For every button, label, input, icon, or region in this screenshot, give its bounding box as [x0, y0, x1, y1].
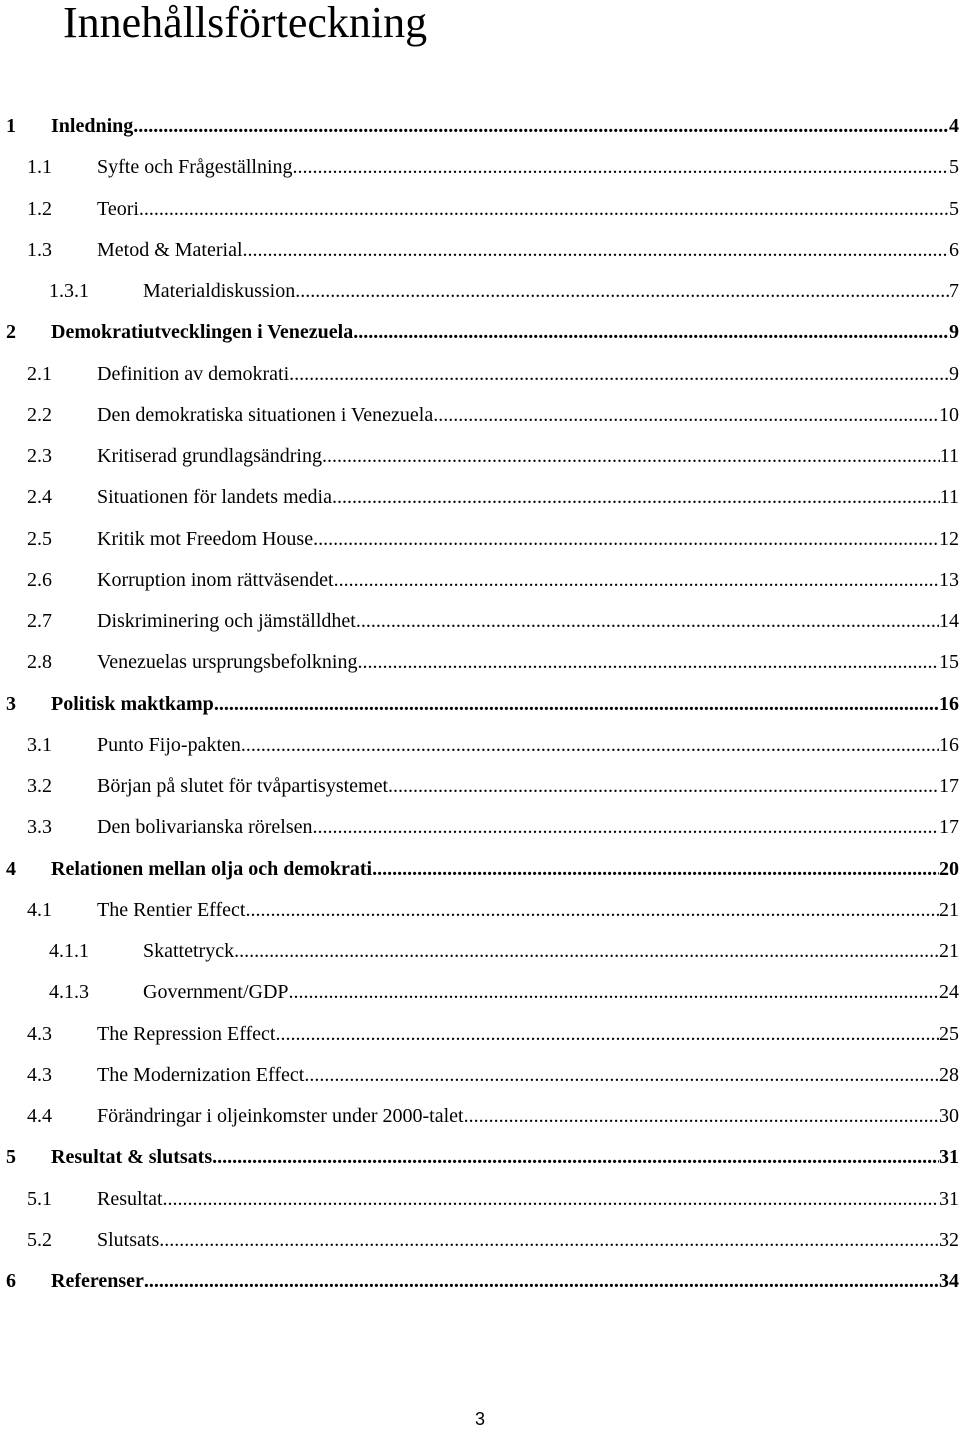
dot-leader: [358, 647, 940, 677]
dot-leader: [241, 730, 939, 760]
dot-leader: [295, 276, 949, 306]
toc-entry[interactable]: [0, 194, 960, 224]
toc-entry-number: 6: [6, 1270, 16, 1292]
toc-entry-page: 9: [949, 321, 959, 344]
toc-entry-line: [97, 606, 959, 636]
dot-leader: [214, 689, 939, 719]
toc-entry[interactable]: [0, 812, 960, 842]
toc-entry-line: [97, 1019, 959, 1049]
dot-leader: [464, 1101, 939, 1131]
toc-entry-page: 16: [939, 733, 959, 756]
toc-entry-title: Referenser: [51, 1270, 144, 1292]
toc-entry-number: 4.4: [27, 1105, 52, 1127]
toc-entry-number: 2.5: [27, 527, 52, 550]
toc-entry[interactable]: [0, 977, 960, 1007]
dot-leader: [313, 524, 939, 554]
toc-entry-line: [97, 812, 959, 842]
toc-entry-page: 6: [949, 238, 959, 261]
toc-entry-title: Resultat: [97, 1187, 163, 1210]
toc-entry-page: 16: [939, 692, 959, 715]
toc-entry-page: 25: [939, 1022, 959, 1045]
dot-leader: [293, 152, 949, 182]
toc-entry[interactable]: [0, 276, 960, 306]
toc-entry-number: 3.2: [27, 775, 52, 797]
toc-entry[interactable]: [0, 936, 960, 966]
toc-entry-line: [97, 647, 959, 677]
toc-entry-title: Punto Fijo-pakten: [97, 733, 241, 756]
toc-entry-number: 2.1: [27, 362, 52, 385]
toc-entry-line: [51, 1266, 959, 1296]
dot-leader: [312, 812, 939, 842]
dot-leader: [133, 111, 949, 141]
toc-entry-number: 1.3: [27, 238, 52, 261]
toc-entry-line: [97, 194, 959, 224]
dot-leader: [144, 1266, 939, 1296]
toc-entry[interactable]: [0, 400, 960, 430]
toc-entry-page: 28: [939, 1063, 959, 1086]
toc-entry[interactable]: [0, 1142, 960, 1172]
toc-entry-page: 15: [939, 651, 959, 674]
toc-entry-page: 7: [949, 280, 959, 302]
toc-entry[interactable]: [0, 1060, 960, 1090]
toc-entry-page: 30: [939, 1105, 959, 1127]
toc-entry-line: [143, 276, 959, 306]
toc-entry-page: 4: [949, 115, 959, 137]
dot-leader: [212, 1142, 939, 1172]
dot-leader: [356, 606, 939, 636]
toc-entry-line: [97, 1060, 959, 1090]
toc-entry-line: [51, 854, 959, 884]
toc-entry-title: Början på slutet för tvåpartisystemet: [97, 775, 389, 797]
toc-entry-title: Diskriminering och jämställdhet: [97, 610, 356, 632]
toc-entry-line: [97, 771, 959, 801]
toc-entry-page: 5: [949, 197, 959, 220]
toc-entry[interactable]: [0, 689, 960, 719]
toc-entry-title: Government/GDP: [143, 981, 289, 1004]
toc-entry-number: 1.2: [27, 197, 52, 220]
dot-leader: [388, 771, 939, 801]
toc-entry[interactable]: [0, 1101, 960, 1131]
toc-entry-title: Korruption inom rättväsendet: [97, 568, 334, 591]
toc-entry[interactable]: [0, 441, 960, 471]
toc-entry[interactable]: [0, 895, 960, 925]
toc-entry[interactable]: [0, 482, 960, 512]
toc-entry-page: 13: [939, 568, 959, 591]
toc-entry-number: 1: [6, 115, 16, 137]
toc-entry-number: 3.1: [27, 733, 52, 756]
toc-entry-title: Den demokratiska situationen i Venezuela: [97, 403, 434, 426]
toc-entry-page: 34: [939, 1270, 959, 1292]
toc-entry-number: 4.1.3: [49, 981, 89, 1004]
toc-entry-number: 4: [6, 857, 16, 880]
dot-leader: [289, 977, 939, 1007]
dot-leader: [139, 194, 949, 224]
toc-entry-page: 12: [939, 527, 959, 550]
toc-entry-line: [51, 111, 959, 141]
toc-entry-line: [97, 441, 959, 471]
toc-entry-title: Venezuelas ursprungsbefolkning: [97, 651, 358, 674]
toc-entry[interactable]: [0, 771, 960, 801]
toc-entry-title: The Modernization Effect: [97, 1063, 305, 1086]
toc-entry-number: 2.3: [27, 445, 52, 467]
toc-entry-number: 4.1: [27, 898, 52, 921]
toc-entry[interactable]: [0, 730, 960, 760]
toc-entry-title: Kritiserad grundlagsändring: [97, 445, 322, 467]
toc-entry[interactable]: [0, 606, 960, 636]
toc-entry-number: 3: [6, 692, 16, 715]
dot-leader: [163, 1184, 939, 1214]
toc-entry-line: [143, 936, 959, 966]
toc-entry[interactable]: [0, 1266, 960, 1296]
toc-entry-number: 2.8: [27, 651, 52, 674]
dot-leader: [245, 895, 939, 925]
toc-entry-number: 2.4: [27, 486, 52, 509]
toc-entry[interactable]: [0, 1019, 960, 1049]
toc-entry-title: Skattetryck: [143, 940, 235, 962]
toc-entry-title: Situationen för landets media: [97, 486, 332, 509]
toc-entry-page: 20: [939, 857, 959, 880]
toc-entry[interactable]: [0, 854, 960, 884]
toc-entry-number: 4.1.1: [49, 940, 89, 962]
toc-entry-line: [97, 482, 959, 512]
toc-entry-page: 24: [939, 981, 959, 1004]
toc-entry-number: 2: [6, 321, 16, 344]
dot-leader: [234, 936, 939, 966]
toc-entry-line: [97, 235, 959, 265]
toc-entry[interactable]: [0, 647, 960, 677]
toc-entry-line: [97, 895, 959, 925]
toc-entry-title: Materialdiskussion: [143, 280, 296, 302]
toc-entry-page: 21: [939, 940, 959, 962]
toc-entry-number: 1.3.1: [49, 280, 89, 302]
toc-entry[interactable]: [0, 152, 960, 182]
toc-entry[interactable]: [0, 359, 960, 389]
toc-entry[interactable]: [0, 1184, 960, 1214]
toc-entry-line: [97, 400, 959, 430]
toc-entry-number: 4.3: [27, 1063, 52, 1086]
dot-leader: [159, 1225, 939, 1255]
toc-entry-number: 5: [6, 1146, 16, 1169]
toc-entry-number: 3.3: [27, 816, 52, 839]
toc-entry-line: [97, 1101, 959, 1131]
toc-entry[interactable]: [0, 565, 960, 595]
dot-leader: [332, 482, 940, 512]
toc-entry-number: 4.3: [27, 1022, 52, 1045]
dot-leader: [304, 1060, 939, 1090]
toc-entry-number: 2.2: [27, 403, 52, 426]
toc-entry-page: 17: [939, 775, 959, 797]
toc-entry-title: Syfte och Frågeställning: [97, 156, 293, 179]
toc-entry-page: 31: [939, 1187, 959, 1210]
toc-entry-page: 17: [939, 816, 959, 839]
page-title: Innehållsförteckning: [63, 0, 428, 47]
toc-entry-page: 32: [939, 1228, 959, 1251]
toc-entry-number: 1.1: [27, 156, 52, 179]
toc-entry-line: [51, 317, 959, 347]
dot-leader: [372, 854, 939, 884]
toc-entry-title: The Rentier Effect: [97, 898, 246, 921]
toc-entry-number: 5.1: [27, 1187, 52, 1210]
toc-entry[interactable]: [0, 524, 960, 554]
toc-entry-page: 5: [949, 156, 959, 179]
toc-entry-title: The Repression Effect: [97, 1022, 276, 1045]
toc-entry-line: [51, 1142, 959, 1172]
toc-entry[interactable]: [0, 235, 960, 265]
toc-entry-title: Politisk maktkamp: [51, 692, 214, 715]
toc-entry-title: Relationen mellan olja och demokrati: [51, 857, 373, 880]
page-number: 3: [474, 1409, 485, 1429]
toc-entry-number: 2.6: [27, 568, 52, 591]
dot-leader: [334, 565, 939, 595]
toc-entry-title: Kritik mot Freedom House: [97, 527, 314, 550]
toc-entry-page: 21: [939, 898, 959, 921]
toc-entry-page: 11: [939, 445, 959, 467]
toc-entry-title: Slutsats: [97, 1228, 160, 1251]
toc-entry-page: 31: [939, 1146, 959, 1169]
toc-entry-title: Inledning: [51, 115, 134, 137]
toc-entry[interactable]: [0, 317, 960, 347]
toc-entry-line: [97, 1184, 959, 1214]
toc-entry-line: [51, 689, 959, 719]
toc-entry-title: Den bolivarianska rörelsen: [97, 816, 313, 839]
toc-entry[interactable]: [0, 1225, 960, 1255]
toc-entry-page: 10: [939, 403, 959, 426]
toc-entry-line: [97, 1225, 959, 1255]
toc-entry-line: [97, 730, 959, 760]
toc-entry-line: [143, 977, 959, 1007]
toc-entry-line: [97, 524, 959, 554]
toc-entry-title: Teori: [97, 197, 139, 220]
toc-entry-page: 11: [939, 486, 959, 509]
toc-entry-page: 14: [939, 610, 959, 632]
toc-entry-line: [97, 565, 959, 595]
toc-entry-title: Demokratiutvecklingen i Venezuela: [51, 321, 354, 344]
toc-entry-title: Definition av demokrati: [97, 362, 290, 385]
toc-entry-title: Resultat & slutsats: [51, 1146, 213, 1169]
toc-entry-number: 2.7: [27, 610, 52, 632]
toc-entry-page: 9: [949, 362, 959, 385]
dot-leader: [322, 441, 940, 471]
toc-entry-line: [97, 359, 959, 389]
toc-entry-number: 5.2: [27, 1228, 52, 1251]
dot-leader: [353, 317, 949, 347]
toc-entry-line: [97, 152, 959, 182]
toc-entry-title: Förändringar i oljeinkomster under 2000-talet: [97, 1105, 464, 1127]
dot-leader: [433, 400, 939, 430]
toc-entry[interactable]: [0, 111, 960, 141]
dot-leader: [275, 1019, 939, 1049]
dot-leader: [289, 359, 949, 389]
toc-entry-title: Metod & Material: [97, 238, 243, 261]
dot-leader: [243, 235, 949, 265]
